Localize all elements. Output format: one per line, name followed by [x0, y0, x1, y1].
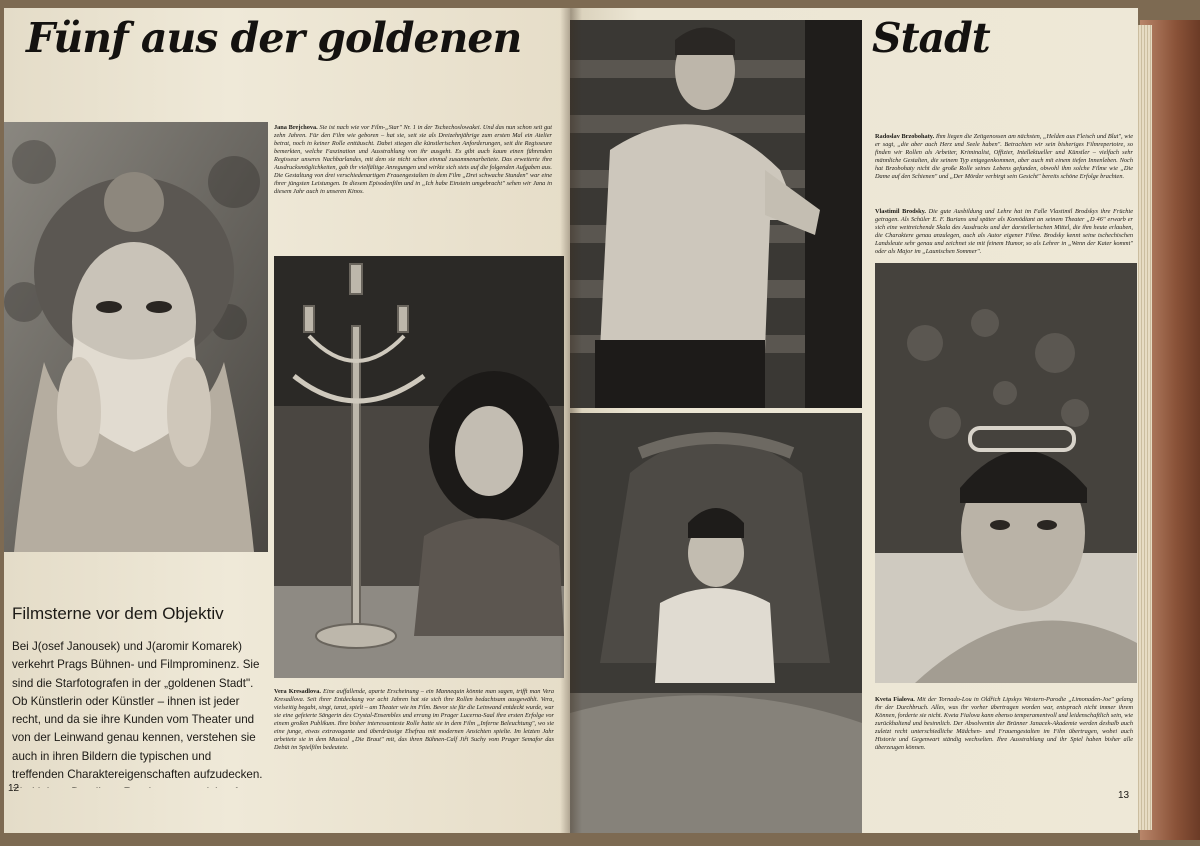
headline-right: Stadt	[872, 14, 990, 62]
caption-kveta-fialova	[875, 696, 1133, 806]
caption-name: Vlastimil Brodsky.	[875, 208, 929, 215]
portrait-man-glasses	[875, 263, 1137, 683]
article-subheading: Filmsterne vor dem Objektiv	[12, 604, 224, 623]
page-number-right: 13	[1118, 790, 1130, 801]
photo-radoslav-brzobohaty	[570, 20, 862, 408]
article-body: Bei J(osef Janousek) und J(aromir Komarek) verkehrt Prags Bühnen- und Filmprominenz. Sie sind die Starfotografen in der „goldenen Stadt". Ob Künstlerin oder Künstler – ihnen ist jeder recht, und da sie ihre Kunden vom Theater und von der Leinwand genau kennen, verstehen sie auch in ihren Bildern die typischen und treffenden Charaktereigenschaften aufzudecken.	[12, 640, 263, 782]
left-page	[4, 8, 570, 833]
caption-text: Mit der Tornado-Lou in Oldřich Lipskys Western-Parodie „Limonaden-Joe" gelang ihr der Durchbruch. Alles, was ihr vorher übertragen worden war, entsprach nicht immer ihrem Können, forderte sie nicht. Kveta Fialova kann ebenso temperamentvoll und leidenschaftlich sein, wie zurückhaltend und besinnlich. Der Absolventin der Brünner Janacek-Akademie werden deshalb auch zuletzt recht unterschiedliche Mädchen- und Frauengestalten im Film übertragen, wobei auch Historie und Gegenwart ständig wechselten. Ihre Ausstrahlung und ihr Spiel haben bisher alle überzeugen können.	[875, 696, 1133, 751]
caption-vera-kresadlova	[274, 688, 554, 808]
caption-name: Kveta Fialova.	[875, 696, 918, 703]
book-gutter	[560, 8, 582, 833]
photo-kveta-fialova	[570, 413, 862, 833]
photo-jana-brejchova	[4, 122, 268, 552]
photo-vera-kresadlova	[274, 256, 564, 678]
caption-text: Eine auffallende, aparte Erscheinung – ein Mannequin könnte man sagen, trifft man Vera Kresadlova. Seit ihrer Entdeckung vor acht Jahren hat sie sich ihre Rollen bedachtsam ausgewählt. Vera, vielseitig begabt, singt, tanzt, spielt – am Theater wie im Film. Bevor sie für die Leinwand entdeckt wurde, war sie eine gefeierte Sängerin des Crystal-Ensembles und errang im Prager Lucerna-Saal ihre ersten Erfolge vor einem großen Publikum. Ihre bisher interessanteste Rolle hatte sie in dem Film „Inferne Beleuchtung", wo sie eine junge, etwas extravagante und überdrüssige Ehefrau mit modernen Ansichten spielte. Im letzten Jahr arbeitete sie in dem Musical „Die Braut" mit, das ihren Bühnen-Calf Jiři Suchy vom Prager Semafor das Debüt im Spielfilm bedeutete.	[274, 688, 554, 751]
portrait-woman-candelabra	[274, 256, 564, 678]
headline-left: Fünf aus der goldenen	[26, 14, 522, 62]
caption-name: Jana Brejchova.	[274, 124, 320, 131]
right-page	[570, 8, 1138, 833]
portrait-woman-veil	[4, 122, 268, 552]
caption-jana-brejchova	[274, 124, 552, 252]
caption-name: Radoslav Brzobohaty.	[875, 133, 936, 140]
caption-text: Die gute Ausbildung und Lehre hat im Falle Vlastimil Brodskys ihre Früchte getragen. Als Schüler E. F. Burians und später als Komödiant an seinem Theater „D 46" erwarb er sich eine weitreichende Skala des Ausdrucks und der darstellerischen Mittel, die ihm heute erlauben, die Charaktere genau anzulegen, auch als Autor eigener Filme. Brodsky kennt seine tschechischen Landsleute sehr genau und zeichnet sie mit feinem Humor, so als Lehrer in „Wenn der Kater kommt" oder als Major im „Launischen Sommer".	[875, 208, 1133, 255]
caption-radoslav-brzobohaty	[875, 133, 1133, 205]
portrait-woman-chair	[570, 413, 862, 833]
photo-vlastimil-brodsky	[875, 263, 1137, 683]
caption-name: Vera Kresadlova.	[274, 688, 323, 695]
portrait-man-sweater	[570, 20, 862, 408]
caption-text: Sie ist nach wie vor Film-„Star" Nr. 1 in der Tschechoslowakei. Und das nun schon seit gut zehn Jahren. Für den Film wie geboren – hat sie, seit sie als Dreizehnjährige zum ersten Mal ein Atelier betrat, noch in keiner Rolle enttäuscht. Dabei stiegen die künstlerischen Anforderungen, seit die Regisseure bemerkten, welche Faszination und Ausstrahlung von ihr ausgeht. Es gibt auch kaum einen führenden Regisseur unseres Nachbarlandes, mit dem sie nicht schon einmal zusammenarbeitete. Das erweiterte ihre Ausdrucksmöglichkeiten, gab ihr vielfältige Anregungen und wirkte sich stets auf die folgenden Aufgaben aus. Die Gestaltung von drei verschiedenartigen Frauengestalten in dem Film „Drei schwache Stunden" war eine ihrer jüngsten Leistungen. In diesem Episodenfilm und in „Ich habe Einstein umgebracht" sehen wir Jana in diesem Jahr auch in unseren Kinos.	[274, 124, 552, 195]
caption-vlastimil-brodsky	[875, 208, 1133, 256]
page-number-left: 12	[8, 783, 20, 794]
caption-text: Ihm liegen die Zeitgenossen am nächsten, „Helden aus Fleisch und Blut", wie er sagt, „die aber auch Herz und Seele haben". Betrachten wir sein bisheriges Filmrepertoire, so finden wir Rollen als Arbeiter, Kriminalist, Offizier, Intellektueller und Künstler – vielfach sehr männliche Gestalten, die seinem Typ entgegenkommen, aber auch mit einem tiefen Innenleben. Noch hat Brzobohaty nicht die große Rolle seines Lebens gefunden, obwohl ihm solche Filme wie „Die Dame auf den Schienen" und „Der Mörder verbirgt sein Gesicht" bereits schöne Erfolge brachten.	[875, 133, 1133, 180]
